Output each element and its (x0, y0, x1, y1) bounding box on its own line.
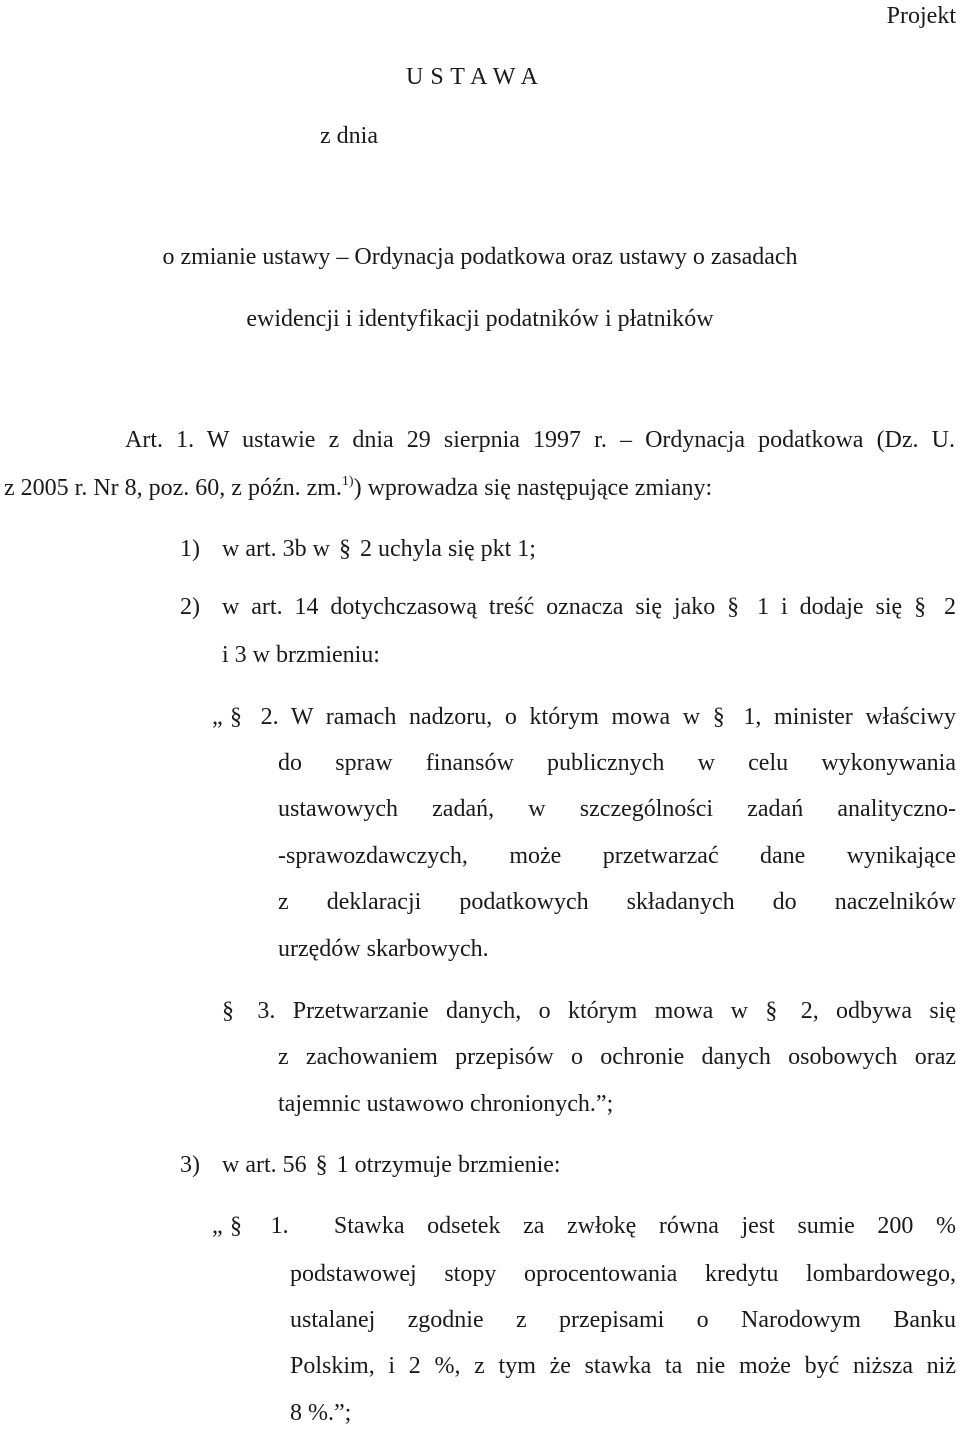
point-3-text (222, 1151, 561, 1179)
section-2-text-a: W ramach nadzoru, o którym mowa w (290, 704, 701, 730)
section-3-text-a: Przetwarzanie danych, o którym mowa w (292, 998, 748, 1024)
section-2-number: 2. (260, 704, 279, 730)
section-1-text: Stawka odsetek za zwłokę równa jest sumie 200 % (333, 1213, 957, 1239)
art1-intro-b: ) wprowadza się następujące zmiany: (353, 475, 713, 501)
section-sign (336, 536, 354, 562)
section-sign (230, 704, 248, 730)
section-1-line: Polskim, i 2 %, z tym że stawka ta nie może być niższa niż (290, 1353, 956, 1379)
section-3-line-1 (222, 997, 956, 1025)
section-sign (313, 1152, 331, 1178)
section-1-number: 1. (270, 1213, 289, 1239)
section-2-line: ustawowych zadań, w szczególności zadań analityczno- (278, 796, 956, 822)
section-3-line: tajemnic ustawowo chronionych.”; (278, 1091, 614, 1117)
point-3-text-b: 1 otrzymuje brzmienie: (336, 1152, 561, 1178)
draft-label: Projekt (886, 3, 956, 29)
point-1-text-b: 2 uchyla się pkt 1; (359, 536, 536, 562)
section-3-text-b: 2, odbywa się (800, 998, 957, 1024)
point-3-text-a: w art. 56 (222, 1152, 307, 1178)
section-sign (222, 998, 240, 1024)
act-subject-line-1: o zmianie ustawy – Ordynacja podatkowa oraz ustawy o zasadach (162, 244, 798, 270)
point-2-text-b: 1 i dodaje się (757, 594, 903, 620)
point-2-number: 2) (180, 594, 200, 620)
section-3-line: z zachowaniem przepisów o ochronie danych osobowych oraz (278, 1044, 956, 1070)
act-title: U S T A W A (406, 64, 539, 90)
point-2-line-2: i 3 w brzmieniu: (222, 642, 380, 668)
art1-intro-line-2 (4, 474, 712, 502)
section-1-line: 8 %.”; (290, 1400, 352, 1426)
section-2-line: -sprawozdawczych, może przetwarzać dane wynikające (278, 843, 956, 869)
section-2-line: do spraw finansów publicznych w celu wykonywania (278, 750, 956, 776)
section-2-line-1 (230, 703, 956, 731)
section-sign (713, 704, 731, 730)
section-sign (765, 998, 783, 1024)
section-1-line: ustalanej zgodnie z przepisami o Narodowym Banku (290, 1307, 956, 1333)
quote-open: „ (212, 1213, 223, 1239)
act-subject-line-2: ewidencji i identyfikacji podatników i płatników (246, 306, 714, 332)
point-1-text-a: w art. 3b w (222, 536, 330, 562)
point-1-text (222, 535, 536, 563)
footnote-ref: 1) (341, 474, 354, 489)
section-sign (230, 1213, 248, 1239)
quote-open: „ (212, 704, 223, 730)
point-2-text-c: 2 (944, 594, 957, 620)
point-3-number: 3) (180, 1152, 200, 1178)
section-sign (727, 594, 745, 620)
section-2-line: z deklaracji podatkowych składanych do naczelników (278, 889, 956, 915)
section-1-line: podstawowej stopy oprocentowania kredytu lombardowego, (290, 1261, 956, 1287)
art1-intro-a: z 2005 r. Nr 8, poz. 60, z późn. zm. (4, 475, 342, 501)
section-1-line-1 (230, 1212, 956, 1240)
section-3-number: 3. (257, 998, 276, 1024)
point-2-line-1 (222, 593, 956, 621)
point-2-text-a: w art. 14 dotychczasową treść oznacza się jako (222, 594, 716, 620)
act-date: z dnia (320, 123, 378, 149)
section-2-line: urzędów skarbowych. (278, 936, 489, 962)
point-1-number: 1) (180, 536, 200, 562)
art1-intro-line-1: Art. 1. W ustawie z dnia 29 sierpnia 1997 r. – Ordynacja podatkowa (Dz. U. (125, 427, 955, 453)
section-sign (914, 594, 932, 620)
section-2-text-b: 1, minister właściwy (743, 704, 956, 730)
